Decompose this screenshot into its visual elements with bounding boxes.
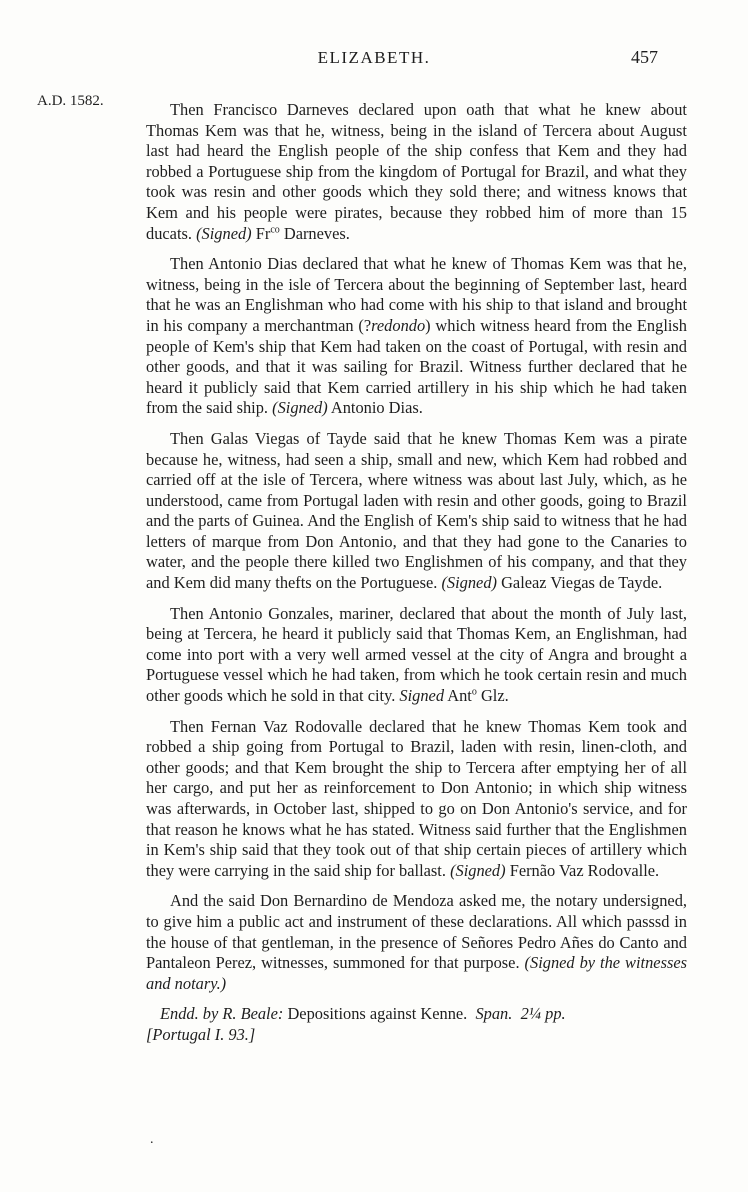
paragraph-text: Then Antonio Dias declared that what he knew of Thomas Kem was that he, witness, being in the isle of Tercera about the beginning of September last, heard that he was an Englishman who had come with his ship to that island and brought in his company a merchantman (? [146, 254, 687, 335]
signed-label: (Signed) [450, 860, 506, 880]
endorsement-text: Depositions against Kenne. [287, 1004, 468, 1024]
endorsement-pages: 2¼ pp. [520, 1004, 566, 1024]
running-head-title: ELIZABETH. [317, 48, 431, 67]
paragraph-text: Then Galas Viegas of Tayde said that he knew Thomas Kem was a pirate because he, witness, had seen a ship, small and new, which Kem had robbed and carried off at the isle of Tercera, where witness was about last July, which, as he understood, came from Portugal laden with resin and other goods, going to Brazil and the parts of Guinea. And the English of Kem's ship said to witness that he had letters of marque from Don Antonio, and that they had gone to the Canaries to water, and the people there killed two Englishmen of his company, and that they and Kem did many thefts on the Portuguese. [146, 428, 687, 593]
paragraph-text: And the said Don Bernardino de Mendoza asked me, the notary undersigned, to give him a public act and instrument of these declarations. All which passsd in the house of that gentleman, in the presence of Señores Pedro Añes do Canto and Pantaleon Perez, witnesses, summoned for that purpose. [146, 891, 687, 973]
endorsement-language: Span. [475, 1004, 513, 1024]
signature [256, 224, 350, 243]
signature-superscript: o [471, 686, 477, 698]
deposition-gonzales [146, 604, 687, 707]
signature-abbrev: Fr [255, 223, 271, 243]
signature: Antonio Dias. [330, 398, 423, 418]
endorsement-label: Endd. by R. Beale: [160, 1004, 284, 1024]
endorsement-reference: [Portugal I. 93.] [146, 1024, 256, 1044]
signature-superscript: co [270, 224, 280, 236]
signature: Fernão Vaz Rodovalle. [509, 860, 660, 880]
page-number: 457 [631, 47, 658, 67]
paragraph-text: Then Antonio Gonzales, mariner, declared that about the month of July last, being at Tercera, he heard it publicly said that Thomas Kem, an Englishman, had come into port with a very well armed vessel at the city of Angra and brought a Portuguese vessel which he had taken, from which he took certain resin and much other goods which he sold in that city. [146, 603, 687, 706]
signed-label: Signed [399, 686, 445, 706]
paragraph-text-continued: ) which witness heard from the English people of Kem's ship that Kem had taken on the coast of Portugal, with resin and other goods, and that it was sailing for Brazil. Witness further declared that he heard it publicly said that Kem carried artillery in his ship which he had taken from the said ship. [146, 315, 687, 418]
signed-label: (Signed) [441, 573, 497, 593]
signed-label: (Signed by the witnesses and notary.) [146, 953, 687, 993]
signature-abbrev: Ant [447, 686, 472, 706]
signature: Galeaz Viegas de Tayde. [501, 573, 663, 593]
document-body [146, 100, 687, 1046]
footer-mark: . [150, 1132, 154, 1147]
signature-surname: Glz. [476, 686, 509, 706]
running-head [0, 44, 748, 70]
italic-term: redondo [371, 315, 426, 335]
deposition-dias [146, 254, 687, 419]
signature-surname: Darneves. [279, 223, 350, 243]
paragraph-text: Then Francisco Darneves declared upon oath that what he knew about Thomas Kem was that he, witness, being in the island of Tercera about August last had heard the English people of the ship confess that Kem and they had robbed a Portuguese ship from the kingdom of Portugal for Brazil, and what they took was resin and other goods which they sold there; and witness knows that Kem and his people were pirates, because they robbed him of more than 15 ducats. [146, 100, 687, 243]
margin-year: A.D. 1582. [37, 93, 104, 109]
endorsement [146, 1004, 687, 1045]
notary-statement [146, 891, 687, 994]
deposition-rodovalle [146, 717, 687, 882]
paragraph-text: Then Fernan Vaz Rodovalle declared that he knew Thomas Kem took and robbed a ship going from Portugal to Brazil, laden with resin, linen-cloth, and other goods; and that Kem brought the ship to Tercera after emptying her of all her cargo, and put her as reinforcement to Don Antonio; in which ship witness was afterwards, in October last, shipped to go on Don Antonio's service, and for that reason he knows what he has stated. Witness said further that the Englishmen in Kem's ship said that they took out of that ship certain pieces of artillery which they were carrying in the said ship for ballast. [146, 716, 687, 880]
signature [447, 686, 508, 705]
signed-label: (Signed) [272, 398, 328, 418]
signed-label: (Signed) [196, 223, 252, 243]
deposition-darneves [146, 100, 687, 244]
deposition-viegas [146, 429, 687, 594]
